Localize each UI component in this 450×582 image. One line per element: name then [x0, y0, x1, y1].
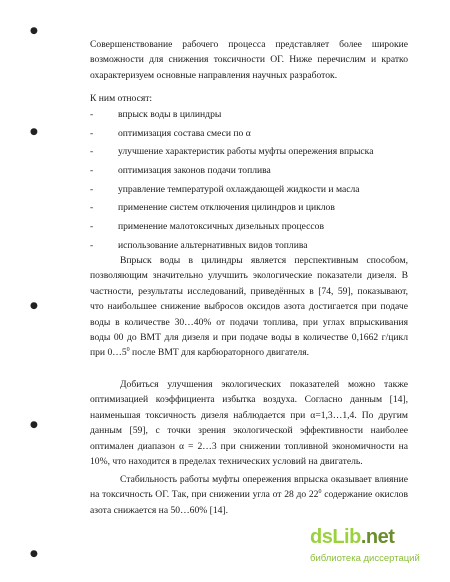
list-marker: - [90, 165, 94, 177]
directions-list [90, 107, 408, 257]
list-marker: - [90, 202, 94, 214]
list-marker: - [90, 239, 94, 251]
list-item [90, 163, 408, 182]
list-item-text: применение малотоксичных дизельных процессов [118, 221, 324, 233]
water-injection-text [90, 253, 408, 361]
air-excess-text: Добиться улучшения экологических показателей можно также оптимизацией коэффициента избытка воздуха. Согласно данным [14], наименьшая токсичность дизеля наблюдается при α=1,3…1,4. По другим данным [59], с точки зрения экологической эффективности наиболее оптимален диапазон α = 2…3 при снижении топливной экономичности на 10%, что находится в пределах технических условий на двигатель. [90, 379, 408, 468]
list-item-text: впрыск воды в цилиндры [118, 109, 222, 120]
list-item-text: использование альтернативных видов топлива [118, 239, 308, 251]
degree-superscript: 0 [126, 347, 130, 354]
binder-hole-mark: ● [30, 301, 38, 311]
list-item-text: управление температурой охлаждающей жидкости и масла [118, 183, 360, 195]
list-marker: - [90, 183, 94, 195]
injection-coupling-paragraph [90, 472, 408, 518]
binder-hole-mark: ● [30, 127, 38, 137]
list-item [90, 182, 408, 201]
list-item [90, 200, 408, 219]
list-marker: - [90, 127, 94, 139]
list-item [90, 126, 408, 145]
list-item [90, 219, 408, 238]
binder-hole-mark: ● [30, 420, 38, 430]
logo-light-part: dsLib [310, 526, 361, 548]
coupling-end: содержание окислов азота снижается на 50…60% [14]. [90, 489, 408, 516]
list-item [90, 144, 408, 163]
degree-superscript: 0 [318, 489, 322, 496]
intro-text: Совершенствование рабочего процесса представляет более широкие возможности для снижения токсичности ОГ. Ниже перечислим и кратко охарактеризуем основные направления научных разработок. [90, 39, 408, 81]
air-excess-paragraph [90, 377, 408, 469]
intro-paragraph [90, 37, 408, 83]
dslib-watermark [310, 526, 442, 572]
water-injection-paragraph [90, 253, 408, 361]
water-injection-main: Впрыск воды в цилиндры является перспективным способом, позволяющим значительно улучшить экологические показатели дизеля. В частности, результаты исследований, приведённых в [74, 59], показывают, что наибольшее снижение выбросов оксидов азота достигается при подаче воды в количестве 30…40% от подачи топлива, при углах впрыскивания воды 00 до ВМТ для дизеля и при подаче воды в количестве 0,1662 г/цикл при 0…5 [90, 255, 408, 359]
list-lead: К ним относят: [90, 93, 153, 104]
list-item-text: оптимизация состава смеси по α [118, 127, 251, 139]
list-item-text: улучшение характеристик работы муфты опережения впрыска [118, 146, 374, 158]
list-marker: - [90, 221, 94, 233]
list-item-text: оптимизация законов подачи топлива [118, 165, 271, 177]
binder-hole-mark: ● [30, 549, 38, 559]
list-marker: - [90, 146, 94, 158]
watermark-subtitle: библиотека диссертаций [310, 553, 420, 564]
water-injection-end: после ВМТ для карбюраторного двигателя. [129, 347, 310, 359]
dslib-logo [310, 526, 394, 549]
list-marker: - [90, 109, 94, 120]
binder-hole-mark: ● [30, 26, 38, 36]
coupling-text [90, 472, 408, 518]
list-item-text: применение систем отключения цилиндров и циклов [118, 202, 335, 214]
coupling-main: Стабильность работы муфты опережения впрыска оказывает влияние на токсичность ОГ. Так, при снижении угла от 28 до 22 [90, 474, 408, 501]
list-item [90, 107, 408, 126]
logo-dark-part: .net [360, 526, 395, 548]
